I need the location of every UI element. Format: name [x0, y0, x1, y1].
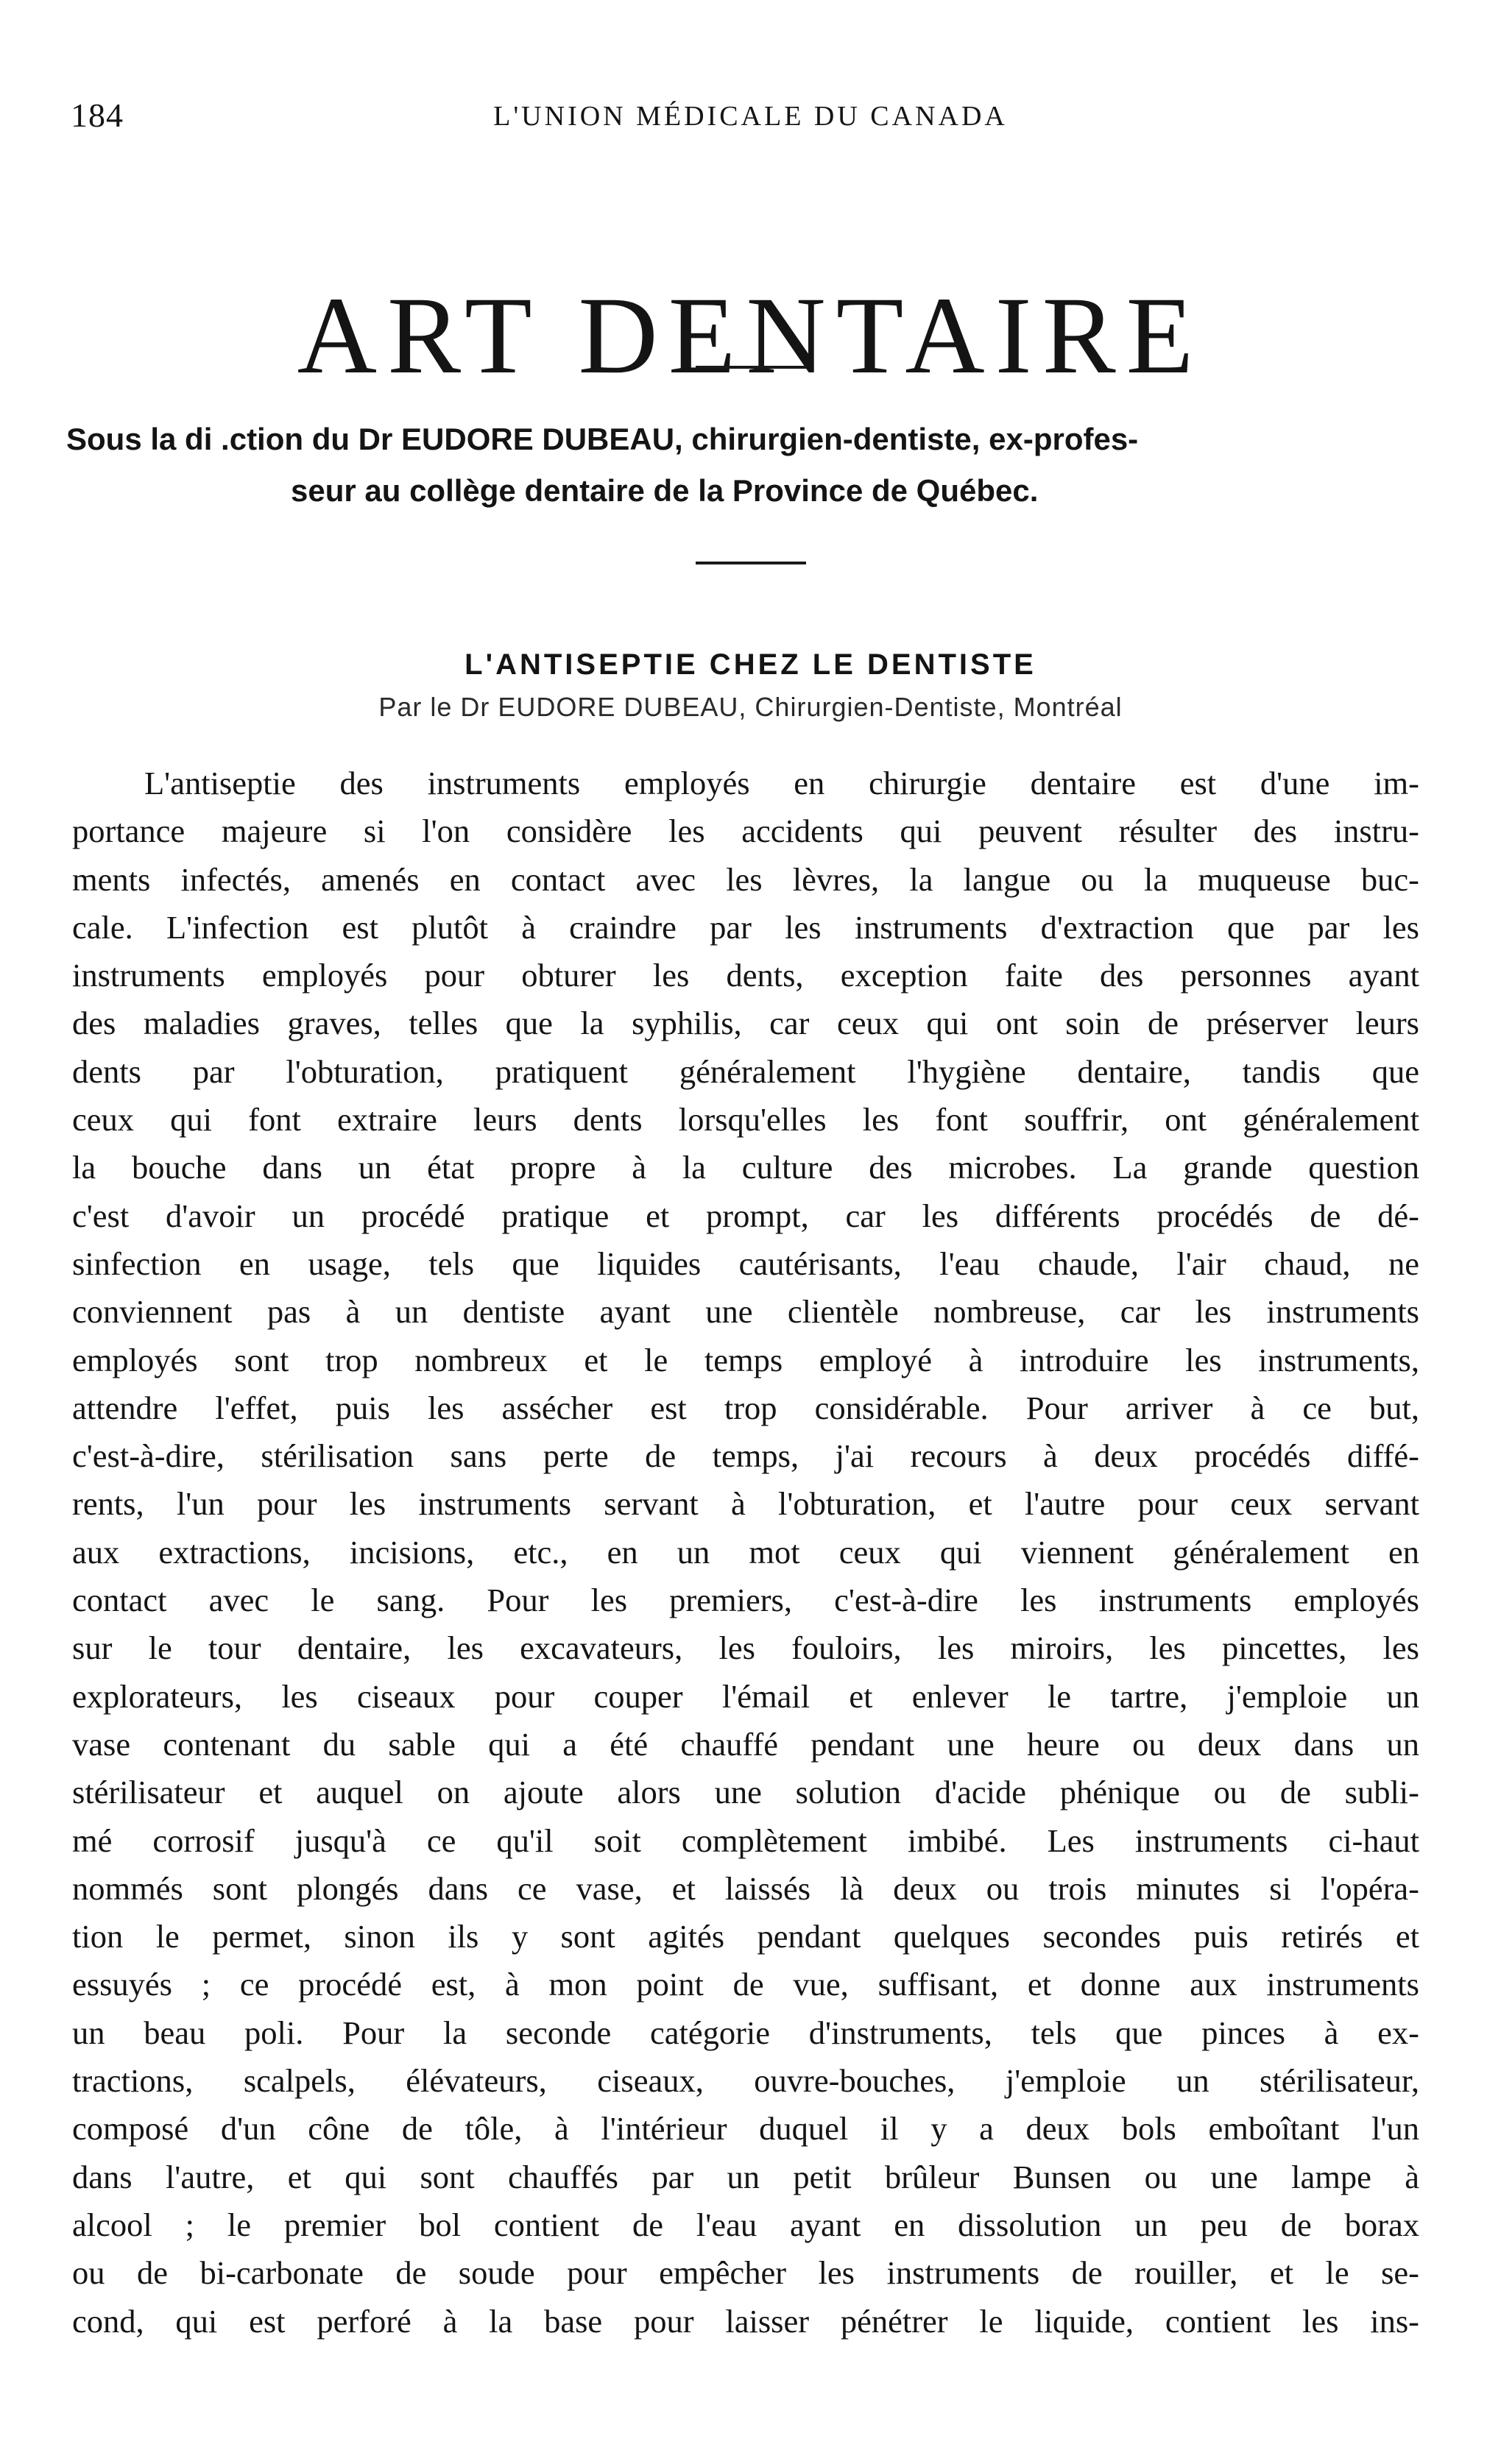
body-line: tion le permet, sinon ils y sont agités pendant quelques secondes puis retirés et	[72, 1918, 1419, 1955]
body-line: attendre l'effet, puis les assécher est trop considérable. Pour arriver à ce but,	[72, 1389, 1419, 1426]
body-line: employés sont trop nombreux et le temps employé à introduire les instruments,	[72, 1341, 1419, 1378]
article-body	[72, 760, 1419, 2346]
body-line: des maladies graves, telles que la syphilis, car ceux qui ont soin de préserver leurs	[72, 1005, 1419, 1042]
body-line: aux extractions, incisions, etc., en un mot ceux qui viennent généralement en	[72, 1533, 1419, 1571]
body-line: conviennent pas à un dentiste ayant une clientèle nombreuse, car les instruments	[72, 1293, 1419, 1331]
direction-line-1: Sous la di .ction du Dr EUDORE DUBEAU, chirurgien-dentiste, ex-profes-	[66, 422, 1139, 456]
direction-line-2: seur au collège dentaire de la Province de Québec.	[291, 473, 1039, 508]
body-line: ceux qui font extraire leurs dents lorsqu'elles les font souffrir, ont généralement	[72, 1101, 1419, 1139]
body-line: sur le tour dentaire, les excavateurs, les fouloirs, les miroirs, les pincettes, les	[72, 1629, 1419, 1667]
body-line: explorateurs, les ciseaux pour couper l'émail et enlever le tartre, j'emploie un	[72, 1677, 1419, 1715]
article-byline: Par le Dr EUDORE DUBEAU, Chirurgien-Dentiste, Montréal	[378, 692, 1123, 722]
body-line: dans l'autre, et qui sont chauffés par un petit brûleur Bunsen ou une lampe à	[72, 2158, 1419, 2195]
body-line: instruments employés pour obturer les dents, exception faite des personnes ayant	[72, 957, 1419, 994]
divider-rule	[696, 366, 806, 369]
body-line: stérilisateur et auquel on ajoute alors une solution d'acide phénique ou de subli-	[72, 1774, 1419, 1811]
body-line: essuyés ; ce procédé est, à mon point de vue, suffisant, et donne aux instruments	[72, 1966, 1419, 2003]
body-line: tractions, scalpels, élévateurs, ciseaux, ouvre-bouches, j'emploie un stérilisateur,	[72, 2062, 1419, 2100]
divider-rule	[696, 562, 806, 564]
body-line: composé d'un cône de tôle, à l'intérieur duquel il y a deux bols emboîtant l'un	[72, 2110, 1419, 2148]
body-line: portance majeure si l'on considère les accidents qui peuvent résulter des instru-	[72, 813, 1419, 850]
body-line: ments infectés, amenés en contact avec les lèvres, la langue ou la muqueuse buc-	[72, 860, 1419, 898]
body-line: sinfection en usage, tels que liquides cautérisants, l'eau chaude, l'air chaud, ne	[72, 1245, 1419, 1282]
body-line: la bouche dans un état propre à la culture des microbes. La grande question	[72, 1149, 1419, 1186]
body-line: contact avec le sang. Pour les premiers, c'est-à-dire les instruments employés	[72, 1582, 1419, 1619]
editorial-direction	[66, 414, 1457, 517]
body-line: un beau poli. Pour la seconde catégorie d'instruments, tels que pinces à ex-	[72, 2014, 1419, 2051]
article-title: L'ANTISEPTIE CHEZ LE DENTISTE	[465, 648, 1036, 682]
body-line: cale. L'infection est plutôt à craindre par les instruments d'extraction que par les	[72, 908, 1419, 946]
running-head	[71, 96, 1430, 140]
body-line: ou de bi-carbonate de soude pour empêcher les instruments de rouiller, et le se-	[72, 2254, 1419, 2292]
body-line: nommés sont plongés dans ce vase, et laissés là deux ou trois minutes si l'opéra-	[72, 1869, 1419, 1907]
body-line: rents, l'un pour les instruments servant à l'obturation, et l'autre pour ceux servant	[72, 1485, 1419, 1523]
body-line: cond, qui est perforé à la base pour laisser pénétrer le liquide, contient les ins-	[72, 2302, 1419, 2340]
section-title: ART DENTAIRE	[297, 274, 1204, 397]
body-line: L'antiseptie des instruments employés en chirurgie dentaire est d'une im-	[144, 765, 1419, 801]
body-line: dents par l'obturation, pratiquent généralement l'hygiène dentaire, tandis que	[72, 1052, 1419, 1090]
page-number: 184	[71, 96, 124, 134]
body-line: alcool ; le premier bol contient de l'eau ayant en dissolution un peu de borax	[72, 2206, 1419, 2243]
body-line: c'est d'avoir un procédé pratique et prompt, car les différents procédés de dé-	[72, 1197, 1419, 1234]
body-line: c'est-à-dire, stérilisation sans perte de temps, j'ai recours à deux procédés diffé-	[72, 1437, 1419, 1475]
body-line: mé corrosif jusqu'à ce qu'il soit complètement imbibé. Les instruments ci-haut	[72, 1822, 1419, 1859]
body-line: vase contenant du sable qui a été chauffé pendant une heure ou deux dans un	[72, 1725, 1419, 1763]
journal-title: L'UNION MÉDICALE DU CANADA	[493, 101, 1008, 132]
